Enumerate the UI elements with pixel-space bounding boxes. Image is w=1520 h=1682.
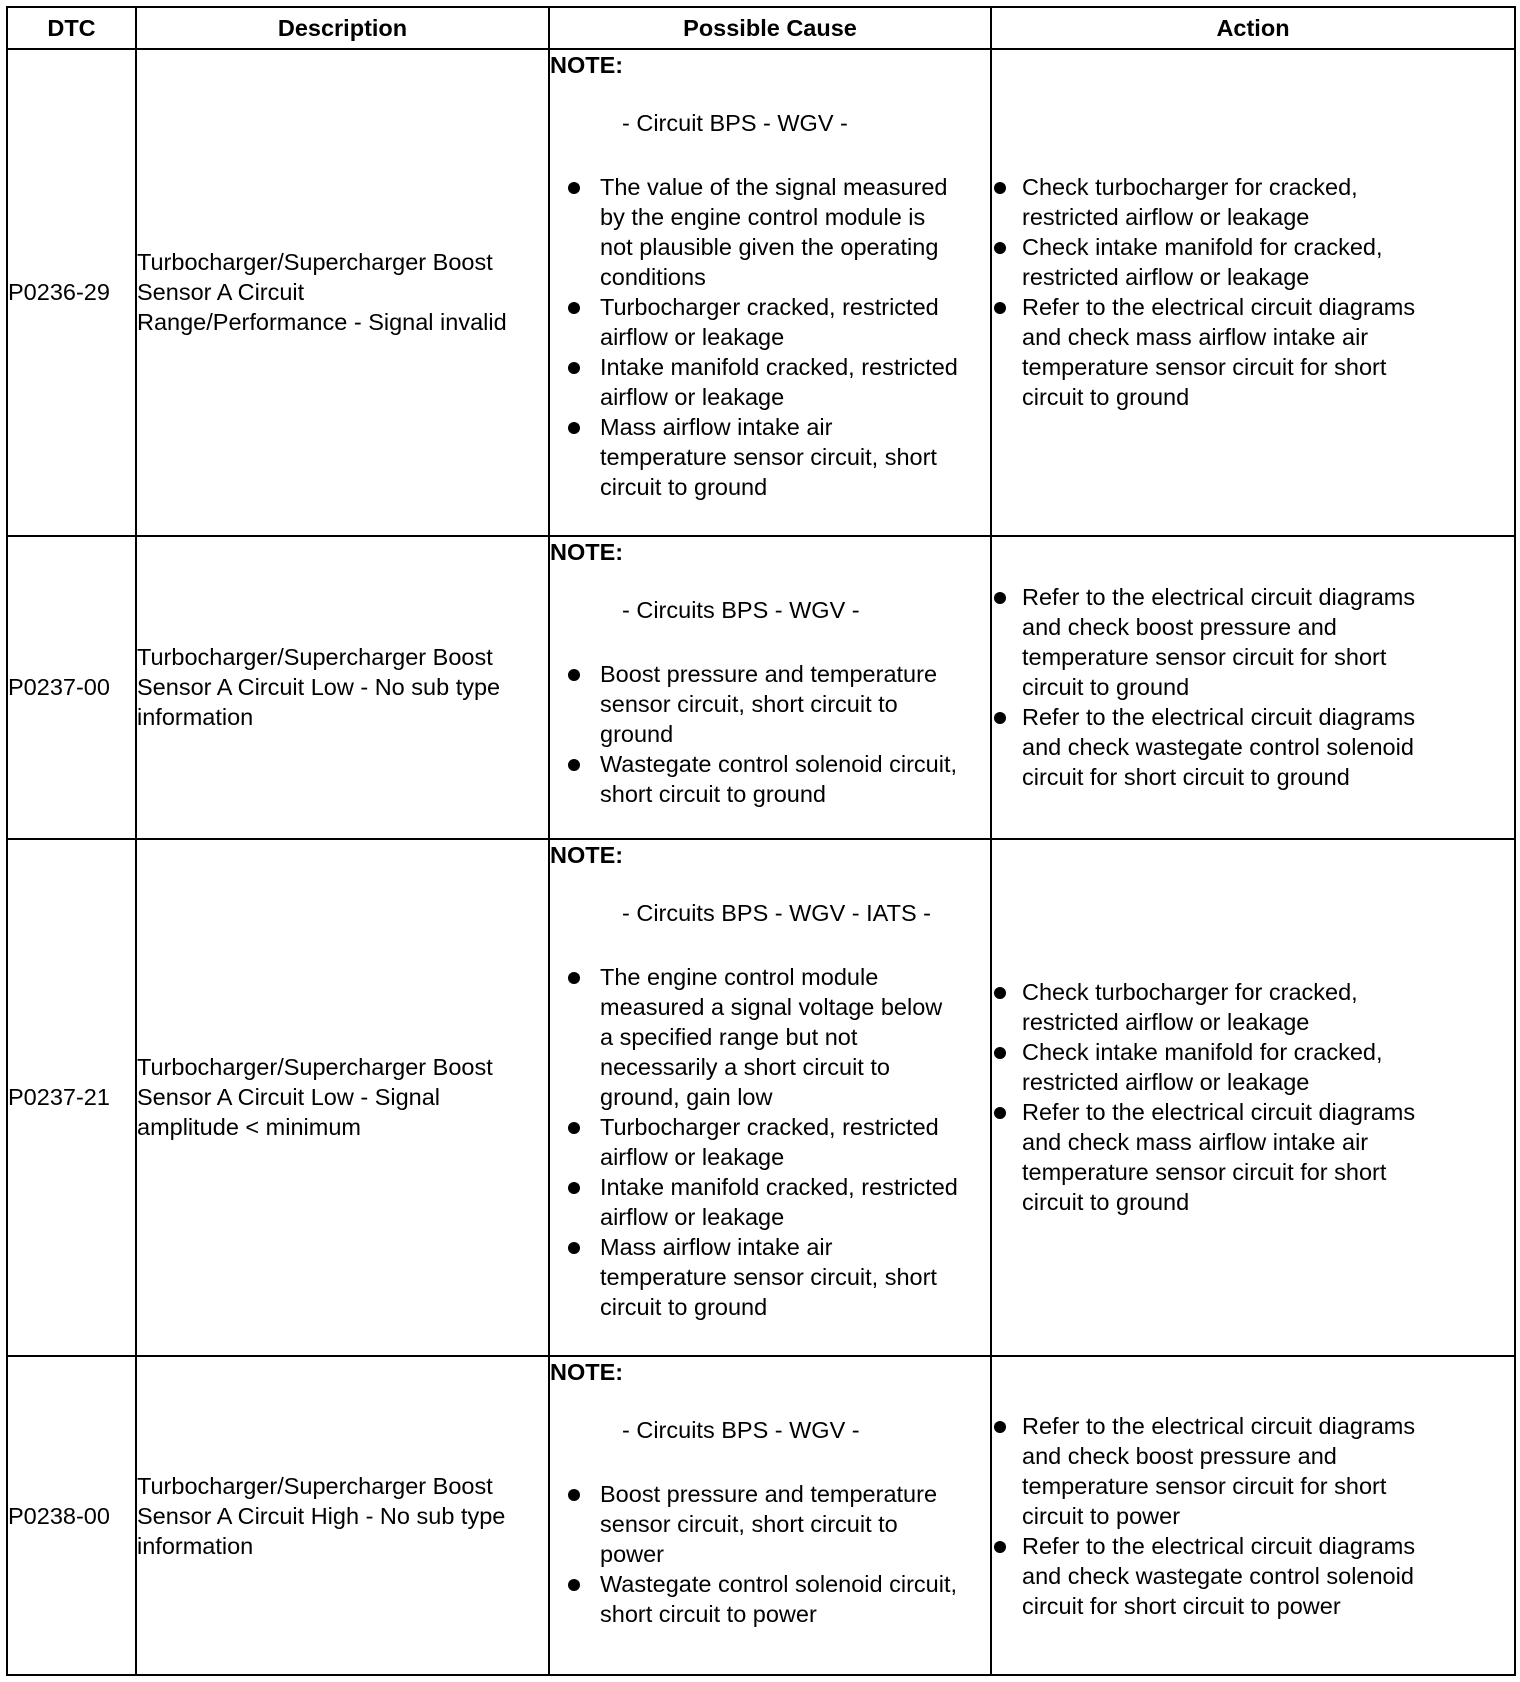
cause-line: temperature sensor circuit, short (600, 1263, 937, 1290)
action-item (992, 582, 1514, 702)
action-line: circuit to power (1022, 1502, 1181, 1529)
action-list (992, 172, 1514, 412)
cause-line: The value of the signal measured (600, 174, 948, 200)
action-line: circuit for short circuit to ground (1022, 764, 1350, 791)
action-line: Refer to the electrical circuit diagrams (1022, 1099, 1416, 1126)
action-line: and check mass airflow intake air (1022, 1129, 1369, 1156)
cause-line: airflow or leakage (600, 384, 785, 410)
action-line: and check mass airflow intake air (1022, 324, 1369, 351)
cause-item (550, 659, 990, 749)
cause-line: Boost pressure and temperature (600, 660, 938, 687)
cause-item (550, 1479, 990, 1569)
header-description: Description (136, 7, 549, 49)
circuit-list: - Circuits BPS - WGV - IATS - (622, 899, 931, 926)
header-dtc: DTC (7, 7, 136, 49)
action-line: Refer to the electrical circuit diagrams (1022, 1532, 1416, 1559)
cause-line: Wastegate control solenoid circuit, (600, 750, 958, 777)
action-item (992, 1531, 1514, 1621)
dtc-description (136, 1356, 549, 1675)
possible-cause (549, 536, 991, 839)
note-label: NOTE: (550, 538, 624, 565)
cause-item (550, 1112, 990, 1172)
action-line: restricted airflow or leakage (1022, 1069, 1310, 1096)
possible-cause (549, 839, 991, 1357)
cause-line: Mass airflow intake air (600, 414, 833, 440)
action-line: restricted airflow or leakage (1022, 1009, 1310, 1036)
note-label: NOTE: (550, 1359, 624, 1386)
action-line: temperature sensor circuit for short (1022, 1472, 1387, 1499)
cause-item (550, 962, 990, 1112)
cause-line: not plausible given the operating (600, 234, 939, 260)
description-line: information (137, 1532, 254, 1559)
description-line: Sensor A Circuit Low - Signal (137, 1084, 441, 1111)
possible-cause (549, 1356, 991, 1675)
note-label: NOTE: (550, 841, 624, 868)
action-line: and check boost pressure and (1022, 614, 1337, 641)
action-line: circuit for short circuit to power (1022, 1592, 1341, 1619)
cause-line: ground, gain low (600, 1083, 773, 1110)
circuit-list: - Circuit BPS - WGV - (622, 110, 848, 136)
description-line: Range/Performance - Signal invalid (137, 309, 507, 336)
description-line: Turbocharger/Supercharger Boost (137, 1472, 493, 1499)
action-line: Refer to the electrical circuit diagrams (1022, 294, 1416, 321)
action-line: Check intake manifold for cracked, (1022, 234, 1383, 261)
cause-line: ground (600, 720, 674, 747)
cause-item (550, 412, 990, 502)
cause-line: sensor circuit, short circuit to (600, 1511, 898, 1538)
action-line: Refer to the electrical circuit diagrams (1022, 584, 1416, 611)
cause-line: Boost pressure and temperature (600, 1481, 938, 1508)
action-item (992, 977, 1514, 1037)
circuit-list: - Circuits BPS - WGV - (622, 1417, 860, 1444)
cause-line: Wastegate control solenoid circuit, (600, 1571, 958, 1598)
cause-line: by the engine control module is (600, 204, 926, 230)
table-row (7, 536, 1515, 839)
action-line: Check turbocharger for cracked, (1022, 174, 1358, 201)
action-item (992, 1097, 1514, 1217)
cause-list (550, 659, 990, 809)
circuit-list: - Circuits BPS - WGV - (622, 596, 860, 623)
action-line: restricted airflow or leakage (1022, 264, 1310, 291)
dtc-description (136, 839, 549, 1357)
action-line: restricted airflow or leakage (1022, 204, 1310, 231)
action-line: circuit to ground (1022, 1189, 1190, 1216)
action-item (992, 232, 1514, 292)
cause-line: temperature sensor circuit, short (600, 444, 937, 470)
dtc-code: P0236-29 (7, 49, 136, 536)
cause-line: short circuit to power (600, 1601, 817, 1628)
cause-item (550, 1172, 990, 1232)
action-list (992, 582, 1514, 792)
cause-line: conditions (600, 264, 706, 290)
cause-line: Intake manifold cracked, restricted (600, 354, 958, 380)
cause-line: airflow or leakage (600, 1143, 785, 1170)
dtc-description (136, 536, 549, 839)
action-line: Refer to the electrical circuit diagrams (1022, 1412, 1416, 1439)
action-item (992, 1411, 1514, 1531)
table-row (7, 1356, 1515, 1675)
action-line: temperature sensor circuit for short (1022, 354, 1387, 381)
cause-list (550, 962, 990, 1322)
cause-item (550, 1232, 990, 1322)
cause-line: airflow or leakage (600, 1203, 785, 1230)
cause-line: The engine control module (600, 963, 879, 990)
action-line: temperature sensor circuit for short (1022, 644, 1387, 671)
header-possible-cause: Possible Cause (549, 7, 991, 49)
header-action: Action (991, 7, 1515, 49)
action-line: and check wastegate control solenoid (1022, 734, 1414, 761)
cause-line: Turbocharger cracked, restricted (600, 294, 939, 320)
cause-line: circuit to ground (600, 1293, 768, 1320)
action-line: Check turbocharger for cracked, (1022, 979, 1358, 1006)
table-row (7, 49, 1515, 536)
cause-line: Intake manifold cracked, restricted (600, 1173, 958, 1200)
cause-line: measured a signal voltage below (600, 993, 943, 1020)
action-cell (991, 1356, 1515, 1675)
cause-list (550, 1479, 990, 1629)
cause-line: sensor circuit, short circuit to (600, 690, 898, 717)
description-line: Sensor A Circuit (137, 279, 305, 306)
action-item (992, 172, 1514, 232)
action-line: temperature sensor circuit for short (1022, 1159, 1387, 1186)
action-item (992, 292, 1514, 412)
cause-line: airflow or leakage (600, 324, 785, 350)
dtc-code: P0238-00 (7, 1356, 136, 1675)
action-line: Refer to the electrical circuit diagrams (1022, 704, 1416, 731)
cause-line: necessarily a short circuit to (600, 1053, 890, 1080)
header-row (7, 7, 1515, 49)
description-line: Turbocharger/Supercharger Boost (137, 644, 493, 671)
description-line: Turbocharger/Supercharger Boost (137, 249, 493, 276)
action-list (992, 977, 1514, 1217)
cause-line: a specified range but not (600, 1023, 858, 1050)
dtc-code: P0237-00 (7, 536, 136, 839)
description-line: Turbocharger/Supercharger Boost (137, 1054, 493, 1081)
action-line: circuit to ground (1022, 674, 1190, 701)
action-list (992, 1411, 1514, 1621)
cause-line: Turbocharger cracked, restricted (600, 1113, 939, 1140)
dtc-description (136, 49, 549, 536)
action-line: circuit to ground (1022, 384, 1190, 411)
cause-list (550, 172, 990, 502)
dtc-code: P0237-21 (7, 839, 136, 1357)
action-cell (991, 536, 1515, 839)
table-row (7, 839, 1515, 1357)
description-line: amplitude < minimum (137, 1114, 361, 1141)
cause-line: short circuit to ground (600, 780, 826, 807)
action-item (992, 1037, 1514, 1097)
cause-item (550, 1569, 990, 1629)
description-line: Sensor A Circuit High - No sub type (137, 1502, 506, 1529)
cause-item (550, 292, 990, 352)
description-line: information (137, 704, 254, 731)
action-line: Check intake manifold for cracked, (1022, 1039, 1383, 1066)
cause-line: power (600, 1541, 665, 1568)
cause-item (550, 172, 990, 292)
cause-line: circuit to ground (600, 474, 768, 500)
action-line: and check boost pressure and (1022, 1442, 1337, 1469)
dtc-table (6, 6, 1516, 1676)
possible-cause (549, 49, 991, 536)
action-cell (991, 839, 1515, 1357)
cause-item (550, 352, 990, 412)
action-item (992, 702, 1514, 792)
cause-item (550, 749, 990, 809)
action-cell (991, 49, 1515, 536)
cause-line: Mass airflow intake air (600, 1233, 833, 1260)
action-line: and check wastegate control solenoid (1022, 1562, 1414, 1589)
note-label: NOTE: (550, 52, 624, 78)
description-line: Sensor A Circuit Low - No sub type (137, 674, 501, 701)
